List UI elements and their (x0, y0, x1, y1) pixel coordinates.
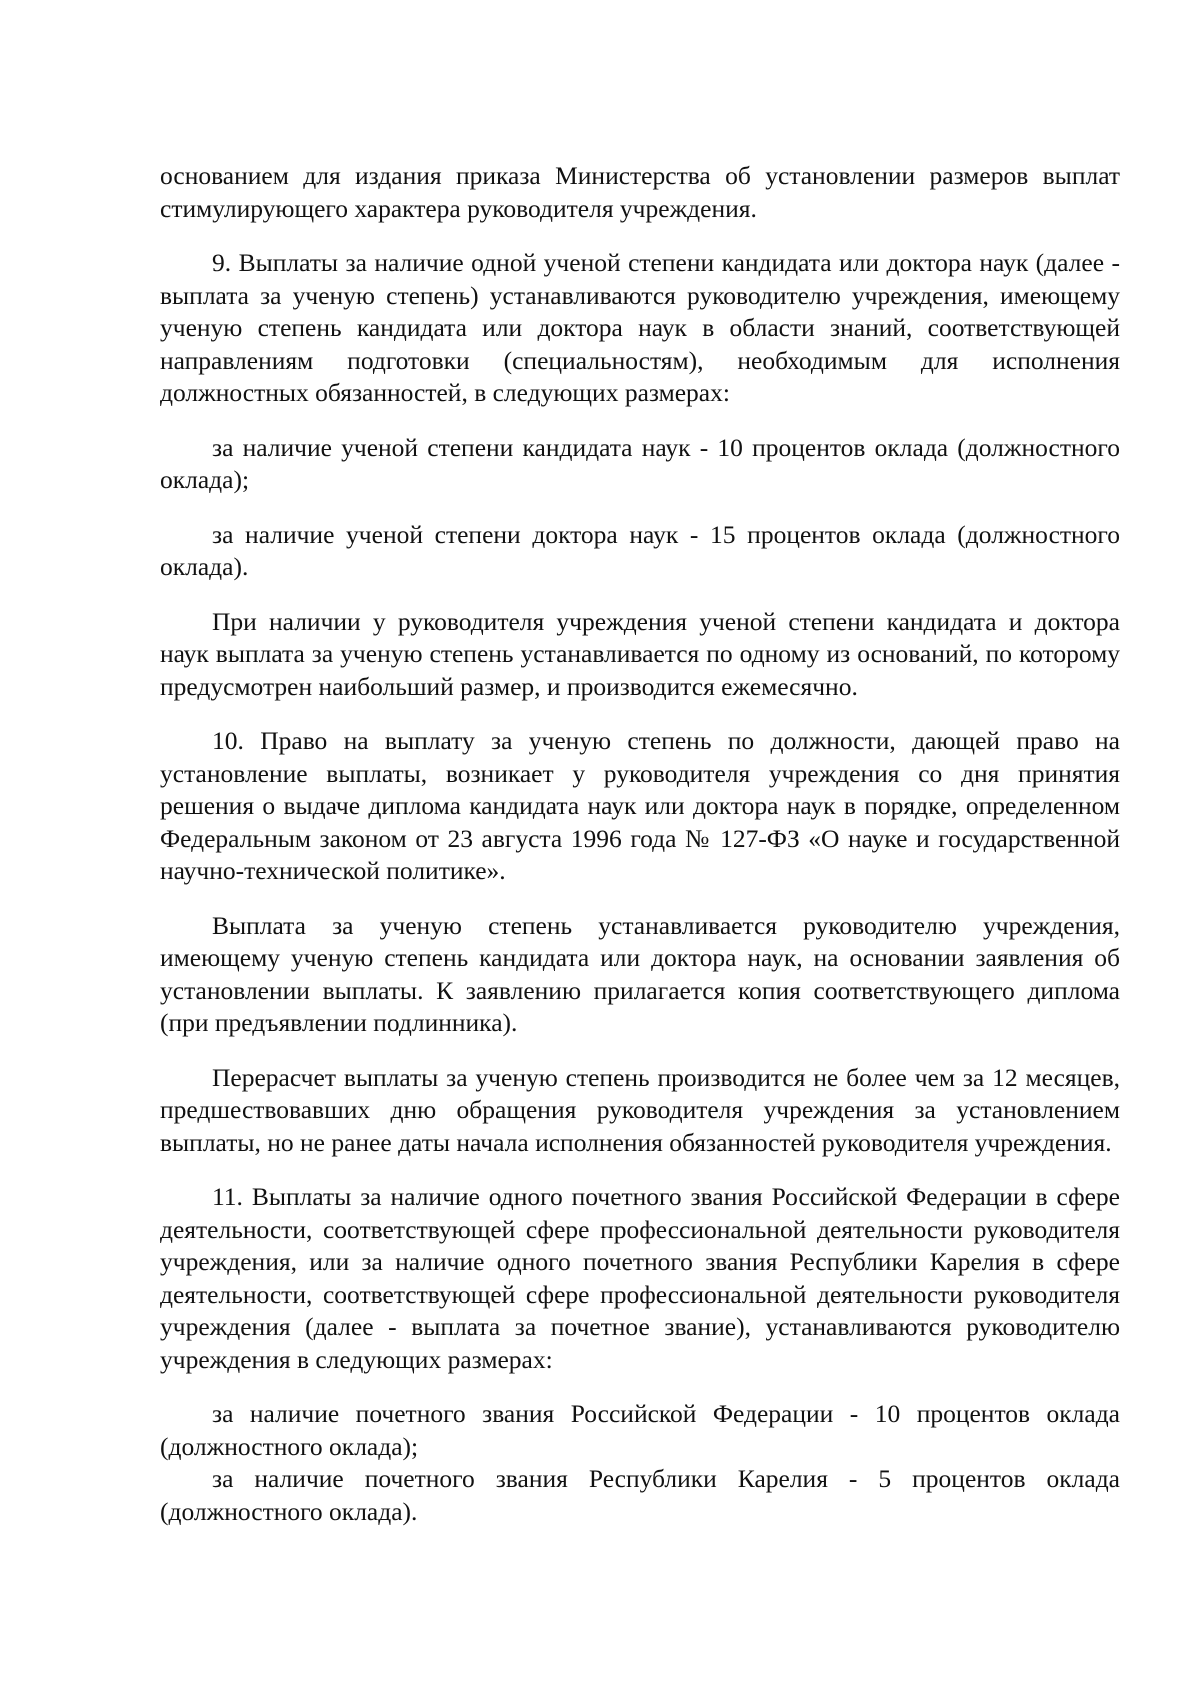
paragraph-continuation: основанием для издания приказа Министерства об установлении размеров выплат стимулирующего характера руководителя учреждения. (160, 161, 1120, 223)
paragraph-10-application: Выплата за ученую степень устанавливается руководителю учреждения, имеющему ученую степень кандидата или доктора наук, на основании заявления об установлении выплаты. К заявлению прилагается копия соответствующего диплома (при предъявлении подлинника). (160, 910, 1120, 1037)
paragraph-10: 10. Право на выплату за ученую степень по должности, дающей право на установление выплаты, возникает у руководителя учреждения со дня принятия решения о выдаче диплома кандидата наук или доктора наук в порядке, определенном Федеральным законом от 23 августа 1996 года № 127-ФЗ «О науке и государственной научно-технической политике». (160, 726, 1120, 885)
document-body (160, 160, 1120, 1528)
paragraph-9: 9. Выплаты за наличие одной ученой степени кандидата или доктора наук (далее - выплата за ученую степень) устанавливаются руководителю учреждения, имеющему ученую степень кандидата или доктора наук в области знаний, соответствующей направлениям подготовки (специальностям), необходимым для исполнения должностных обязанностей, в следующих размерах: (160, 248, 1120, 407)
paragraph-9-doctor: за наличие ученой степени доктора наук - 15 процентов оклада (должностного оклада). (160, 519, 1120, 581)
paragraph-11: 11. Выплаты за наличие одного почетного звания Российской Федерации в сфере деятельности, соответствующей сфере профессиональной деятельности руководителя учреждения, или за наличие одного почетного звания Республики Карелия в сфере деятельности, соответствующей сфере профессиональной деятельности руководителя учреждения (далее - выплата за почетное звание), устанавливаются руководителю учреждения в следующих размерах: (160, 1182, 1120, 1374)
paragraph-11-rf-title: за наличие почетного звания Российской Федерации - 10 процентов оклада (должностного оклада); (160, 1399, 1120, 1461)
paragraph-10-recalculation: Перерасчет выплаты за ученую степень производится не более чем за 12 месяцев, предшествовавших дню обращения руководителя учреждения за установлением выплаты, но не ранее даты начала исполнения обязанностей руководителя учреждения. (160, 1062, 1120, 1157)
paragraph-9-candidate: за наличие ученой степени кандидата наук - 10 процентов оклада (должностного оклада); (160, 432, 1120, 494)
paragraph-11-karelia-title: за наличие почетного звания Республики Карелия - 5 процентов оклада (должностного оклада). (160, 1464, 1120, 1526)
paragraph-9-both-degrees: При наличии у руководителя учреждения ученой степени кандидата и доктора наук выплата за ученую степень устанавливается по одному из оснований, по которому предусмотрен наибольший размер, и производится ежемесячно. (160, 606, 1120, 701)
